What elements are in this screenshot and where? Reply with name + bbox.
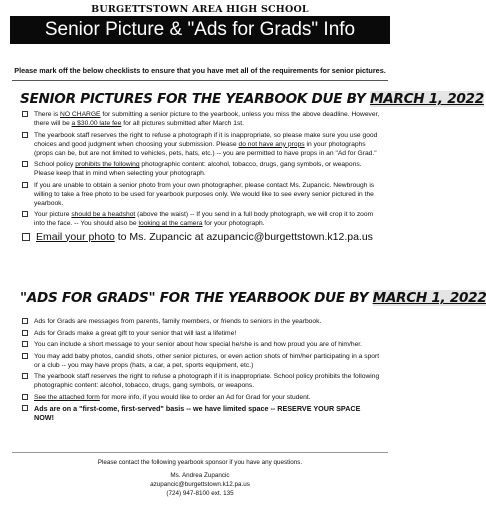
- item-text: Ads for Grads are messages from parents, family members, or friends to seniors in the yearbook.: [34, 318, 322, 325]
- checklist-item-ads-messages: [22, 317, 382, 326]
- footer-contact: [0, 458, 400, 498]
- senior-pictures-checklist: [22, 110, 382, 246]
- checklist-item-ads-gift: [22, 329, 382, 338]
- checklist-item-ads-policy: [22, 372, 382, 390]
- ads-for-grads-heading: [20, 290, 486, 306]
- checkbox[interactable]: [22, 341, 28, 347]
- checkbox[interactable]: [22, 233, 30, 241]
- senior-pictures-due-date: MARCH 1, 2022: [369, 91, 484, 107]
- item-text: If you are unable to obtain a senior photo from your own photographer, please contact Ms. Zupancic. Newbrough is willing to take a free photo to be used for yearbook purposes only. We would like to see every senior pictured in the yearbook.: [34, 181, 375, 207]
- item-text: School policy: [34, 161, 76, 168]
- item-text: photographic content: alcohol, tobacco, drugs, gang symbols, or weapons. Please keep that in mind when selecting your photograph.: [34, 161, 362, 177]
- divider-top: [12, 80, 388, 81]
- checkbox[interactable]: [22, 373, 28, 379]
- checklist-item-headshot: [22, 210, 382, 228]
- item-text: The yearbook staff reserves the right to refuse a photograph if it is inappropriate. School policy prohibits the following photographic content: alcohol, tobacco, drugs, gang symbols, or weapons.: [34, 373, 380, 389]
- item-text: You can include a short message to your senior about how special he/she is and how proud you are of him/her.: [34, 341, 363, 348]
- late-fee-text: a $30.00 late fee: [71, 120, 122, 127]
- checkbox[interactable]: [22, 161, 28, 167]
- ads-for-grads-checklist: [22, 317, 382, 425]
- ads-for-grads-due-date: MARCH 1, 2022: [372, 290, 486, 306]
- checklist-item-ads-reserve: [22, 404, 382, 422]
- item-text: You may add baby photos, candid shots, other senior pictures, or even action shots of him/her participating in a sport or a club -- you may have props (hats, a car, a pet, sports equipment, etc.): [34, 352, 380, 369]
- checkbox[interactable]: [22, 211, 28, 217]
- sponsor-name: Ms. Andrea Zupancic: [170, 472, 230, 479]
- item-text: The yearbook staff reserves the right to refuse a photograph if it is inappropriate, so please make sure you use good choices and good judgment when choosing your submission. Please: [34, 131, 378, 148]
- checkbox[interactable]: [22, 394, 28, 400]
- item-text: There is: [34, 111, 61, 118]
- checklist-item-ads-photos: [22, 352, 382, 370]
- page-title: Senior Picture & "Ads for Grads" Info: [10, 16, 390, 44]
- checklist-item-email: [22, 231, 382, 244]
- camera-text: looking at the camera: [138, 220, 203, 227]
- school-name: BURGETTSTOWN AREA HIGH SCHOOL: [91, 4, 309, 15]
- checkbox[interactable]: [22, 132, 28, 138]
- email-photo-text: Email your photo: [36, 230, 115, 243]
- no-charge-text: NO CHARGE: [60, 111, 101, 118]
- no-props-text: do not have any props: [238, 140, 305, 148]
- item-text: Ads are on a "first-come, first-served" basis -- we have limited space -- RESERVE YOUR SPACE NOW!: [34, 404, 361, 422]
- checkbox[interactable]: [22, 330, 28, 336]
- prohibits-text: prohibits the following: [75, 161, 140, 168]
- checkbox[interactable]: [22, 182, 28, 188]
- checklist-item-ads-form: [22, 393, 382, 402]
- footer-note: Please contact the following yearbook sponsor if you have any questions.: [97, 459, 303, 466]
- checklist-item-ads-message: [22, 340, 382, 349]
- item-text: Your picture: [34, 211, 72, 218]
- checkbox[interactable]: [22, 405, 28, 411]
- ads-for-grads-heading-lead: "ADS FOR GRADS" FOR THE YEARBOOK DUE BY: [20, 290, 373, 306]
- intro-text: Please mark off the below checklists to ensure that you have met all of the requirements for senior pictures.: [14, 66, 386, 75]
- senior-pictures-heading: [20, 91, 484, 107]
- checklist-item-props: [22, 131, 382, 158]
- checkbox[interactable]: [22, 318, 28, 324]
- item-text: for submitting a senior picture to the yearbook, unless you miss the above deadline. However, there will be: [34, 111, 380, 127]
- item-text: for your photograph.: [202, 220, 265, 227]
- item-text: (above the waist) -- If you send in a full body photograph, we will crop it to zoom into the face. -- You should also be: [34, 211, 374, 227]
- checklist-item-policy: [22, 160, 382, 178]
- checklist-item-no-charge: [22, 110, 382, 128]
- item-text: in your photographs (props can be, but are not limited to vehicles, pets, hats, etc.) -- you are permitted to have props in an "Ad for Grad.": [34, 140, 377, 157]
- divider-bottom: [12, 452, 388, 453]
- item-text: for all pictures submitted after March 1st.: [121, 120, 245, 127]
- checkbox[interactable]: [22, 353, 28, 359]
- checklist-item-free-photo: [22, 181, 382, 208]
- headshot-text: should be a headshot: [71, 211, 136, 218]
- sponsor-phone: (724) 947-8100 ext. 135: [166, 490, 234, 497]
- item-text: Ads for Grads make a great gift to your senior that will last a lifetime!: [34, 329, 237, 337]
- sponsor-email[interactable]: azupancic@burgettstown.k12.pa.us: [150, 481, 250, 488]
- attached-form-link[interactable]: See the attached form: [34, 393, 100, 401]
- checkbox[interactable]: [22, 111, 28, 117]
- item-text: for more info, if you would like to order an Ad for Grad for your student.: [99, 393, 311, 401]
- senior-pictures-heading-lead: SENIOR PICTURES FOR THE YEARBOOK DUE BY: [20, 91, 370, 107]
- email-address-text[interactable]: to Ms. Zupancic at azupancic@burgettstown.k12.pa.us: [114, 230, 373, 243]
